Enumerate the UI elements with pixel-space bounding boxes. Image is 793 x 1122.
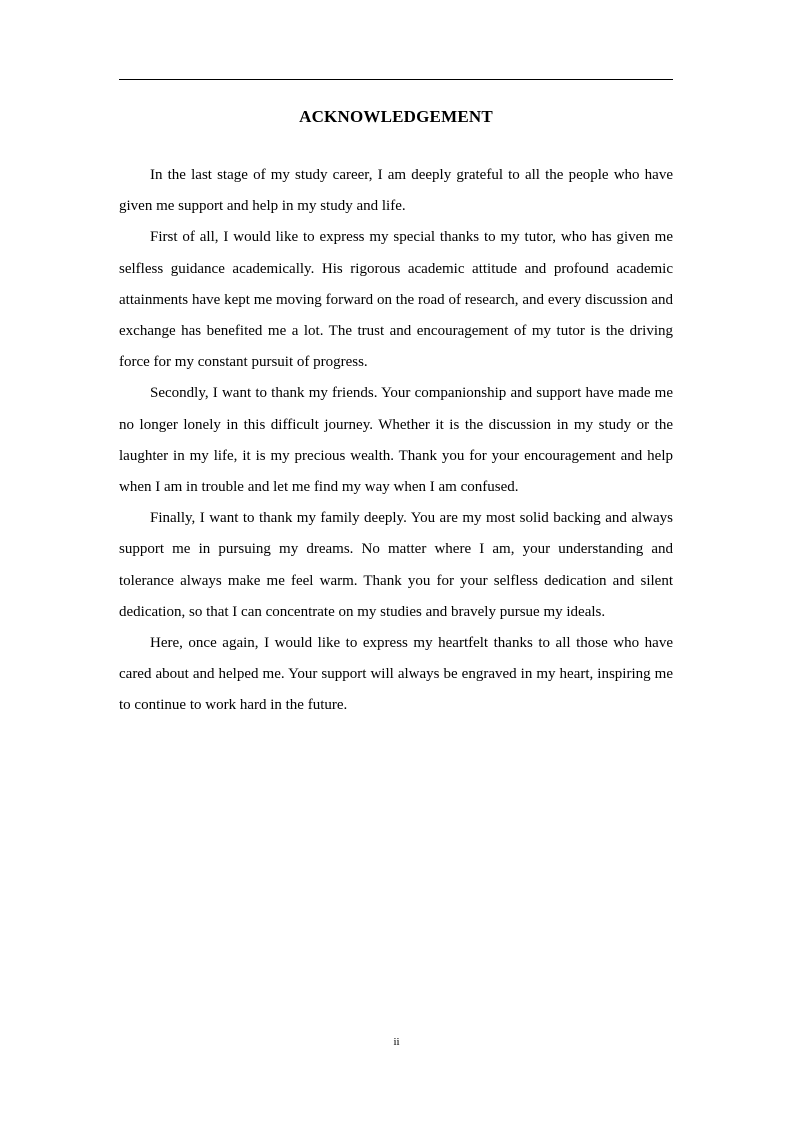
header-rule (119, 79, 673, 80)
paragraph-family: Finally, I want to thank my family deeply. You are my most solid backing and always support me in pursuing my dreams. No matter where I am, your understanding and tolerance always make me feel warm. Thank you for your selfless dedication and silent dedication, so that I can concentrate on my studies and bravely pursue my ideals. (119, 510, 673, 620)
page-number: ii (393, 1036, 400, 1048)
body-text (119, 160, 673, 722)
paragraph-closing: Here, once again, I would like to express my heartfelt thanks to all those who have cared about and helped me. Your support will always be engraved in my heart, inspiring me to continue to work hard in the future. (119, 635, 673, 714)
paragraph-friends: Secondly, I want to thank my friends. Your companionship and support have made me no longer lonely in this difficult journey. Whether it is the discussion in my study or the laughter in my life, it is my precious wealth. Thank you for your encouragement and help when I am in trouble and let me find my way when I am confused. (119, 385, 673, 496)
page-title: ACKNOWLEDGEMENT (299, 107, 493, 126)
paragraph-tutor: First of all, I would like to express my special thanks to my tutor, who has given me selfless guidance academically. His rigorous academic attitude and profound academic attainments have kept me moving forward on the road of research, and every discussion and exchange has benefited me a lot. The trust and encouragement of my tutor is the driving force for my constant pursuit of progress. (119, 229, 673, 371)
paragraph-intro: In the last stage of my study career, I am deeply grateful to all the people who have given me support and help in my study and life. (119, 167, 673, 215)
